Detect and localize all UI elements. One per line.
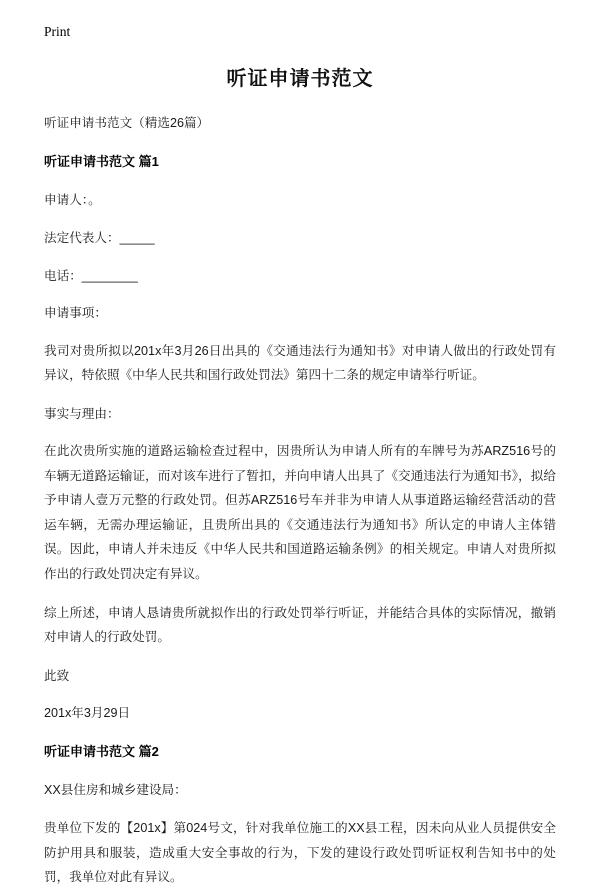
print-toolbar bbox=[0, 0, 600, 40]
paragraph-applicant: 申请人：。 bbox=[44, 193, 101, 208]
paragraph-conclusion: 综上所述，申请人恳请贵所就拟作出的行政处罚举行听证，并能结合具体的实际情况，撤销对申请人的行政处罚。 bbox=[44, 605, 556, 645]
paragraph-subtitle: 听证申请书范文（精选26篇） bbox=[44, 116, 210, 131]
paragraph-facts-label: 事实与理由： bbox=[44, 406, 120, 421]
paragraph-recipient: XX县住房和城乡建设局： bbox=[44, 783, 187, 798]
paragraph-closing: 此致 bbox=[44, 668, 70, 683]
paragraph-date: 201x年3月29日 bbox=[44, 706, 131, 721]
paragraph-application-items-body: 我司对贵所拟以201x年3月26日出具的《交通违法行为通知书》对申请人做出的行政处罚有异议，特依照《中华人民共和国行政处罚法》第四十二条的规定申请举行听证。 bbox=[44, 343, 556, 383]
print-button[interactable]: Print bbox=[44, 24, 71, 39]
document-body bbox=[0, 62, 600, 889]
paragraph-objection: 贵单位下发的【201x】第024号文，针对我单位施工的XX县工程，因未向从业人员提供安全防护用具和服装，造成重大安全事故的行为，下发的建设行政处罚听证权利告知书中的处罚，我单位对此有异议。 bbox=[44, 820, 556, 885]
paragraph-phone: 电话：________ bbox=[44, 268, 138, 283]
paragraph-legal-representative: 法定代表人：_____ bbox=[44, 230, 155, 245]
section-heading-1: 听证申请书范文 篇1 bbox=[44, 153, 159, 169]
section-heading-2: 听证申请书范文 篇2 bbox=[44, 743, 159, 759]
paragraph-facts-body: 在此次贵所实施的道路运输检查过程中，因贵所认为申请人所有的车牌号为苏ARZ516号的车辆无道路运输证，而对该车进行了暂扣，并向申请人出具了《交通违法行为通知书》，拟给予申请人壹万元整的行政处罚。但苏ARZ516号车并非为申请人从事道路运输经营活动的营运车辆，无需办理运输证，且贵所出具的《交通违法行为通知书》所认定的申请人主体错误。因此，申请人并未违反《中华人民共和国道路运输条例》的相关规定。申请人对贵所拟作出的行政处罚决定有异议。 bbox=[44, 444, 556, 581]
paragraph-application-items-label: 申请事项： bbox=[44, 306, 107, 321]
page-title: 听证申请书范文 bbox=[226, 68, 374, 91]
